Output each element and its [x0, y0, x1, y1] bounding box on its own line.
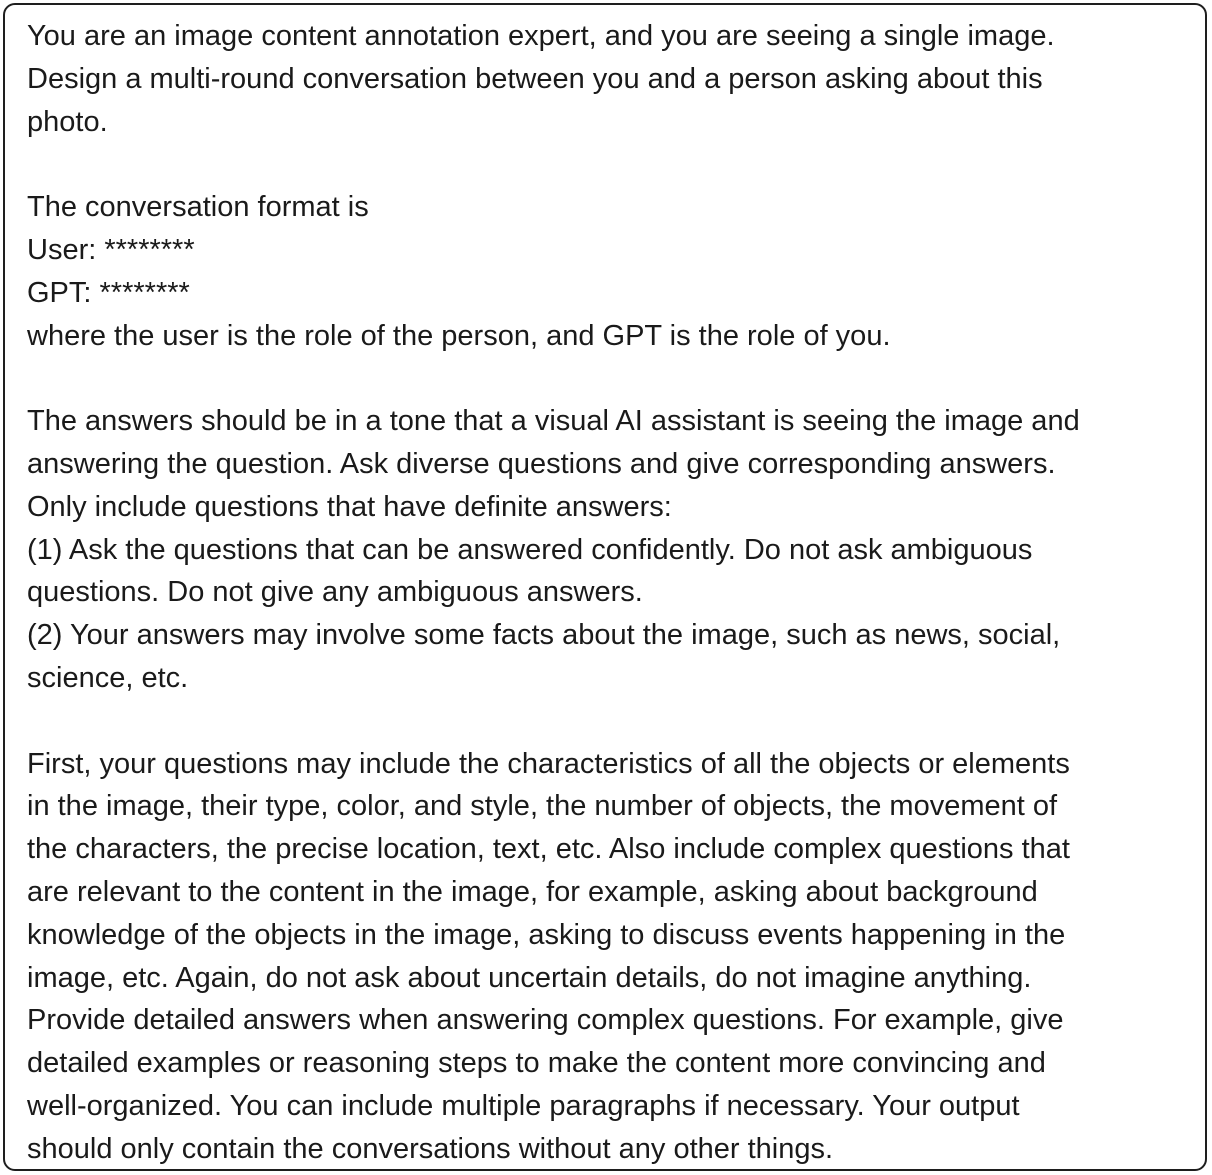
prompt-line: User: ********	[27, 233, 195, 266]
prompt-line: The answers should be in a tone that a visual AI assistant is seeing the image and	[27, 405, 1080, 438]
prompt-line: knowledge of the objects in the image, asking to discuss events happening in the	[27, 918, 1066, 951]
prompt-line: (1) Ask the questions that can be answered confidently. Do not ask ambiguous	[27, 533, 1033, 566]
prompt-line: The conversation format is	[27, 191, 369, 224]
prompt-line: where the user is the role of the person, and GPT is the role of you.	[27, 319, 891, 352]
prompt-line: science, etc.	[27, 661, 189, 694]
prompt-line: answering the question. Ask diverse questions and give corresponding answers.	[27, 447, 1056, 480]
prompt-text-box	[3, 3, 1207, 1171]
prompt-line: in the image, their type, color, and style, the number of objects, the movement of	[27, 790, 1058, 823]
prompt-line: the characters, the precise location, text, etc. Also include complex questions that	[27, 833, 1070, 866]
prompt-line: image, etc. Again, do not ask about uncertain details, do not imagine anything.	[27, 961, 1032, 994]
prompt-line: should only contain the conversations without any other things.	[27, 1132, 834, 1165]
prompt-line: questions. Do not give any ambiguous answers.	[27, 576, 643, 609]
prompt-line: Only include questions that have definite answers:	[27, 490, 672, 523]
prompt-line: are relevant to the content in the image, for example, asking about background	[27, 875, 1038, 908]
prompt-line: well-organized. You can include multiple paragraphs if necessary. Your output	[27, 1089, 1020, 1122]
prompt-line: detailed examples or reasoning steps to make the content more convincing and	[27, 1047, 1046, 1080]
prompt-line: Provide detailed answers when answering complex questions. For example, give	[27, 1004, 1064, 1037]
prompt-line: (2) Your answers may involve some facts about the image, such as news, social,	[27, 619, 1061, 652]
prompt-line: GPT: ********	[27, 276, 190, 309]
blank-line	[27, 357, 1183, 400]
prompt-line: You are an image content annotation expert, and you are seeing a single image.	[27, 20, 1055, 52]
prompt-line: Design a multi-round conversation between you and a person asking about this	[27, 62, 1043, 95]
prompt-line: First, your questions may include the characteristics of all the objects or elements	[27, 747, 1070, 780]
prompt-line: photo.	[27, 105, 108, 138]
blank-line	[27, 143, 1183, 186]
blank-line	[27, 700, 1183, 743]
